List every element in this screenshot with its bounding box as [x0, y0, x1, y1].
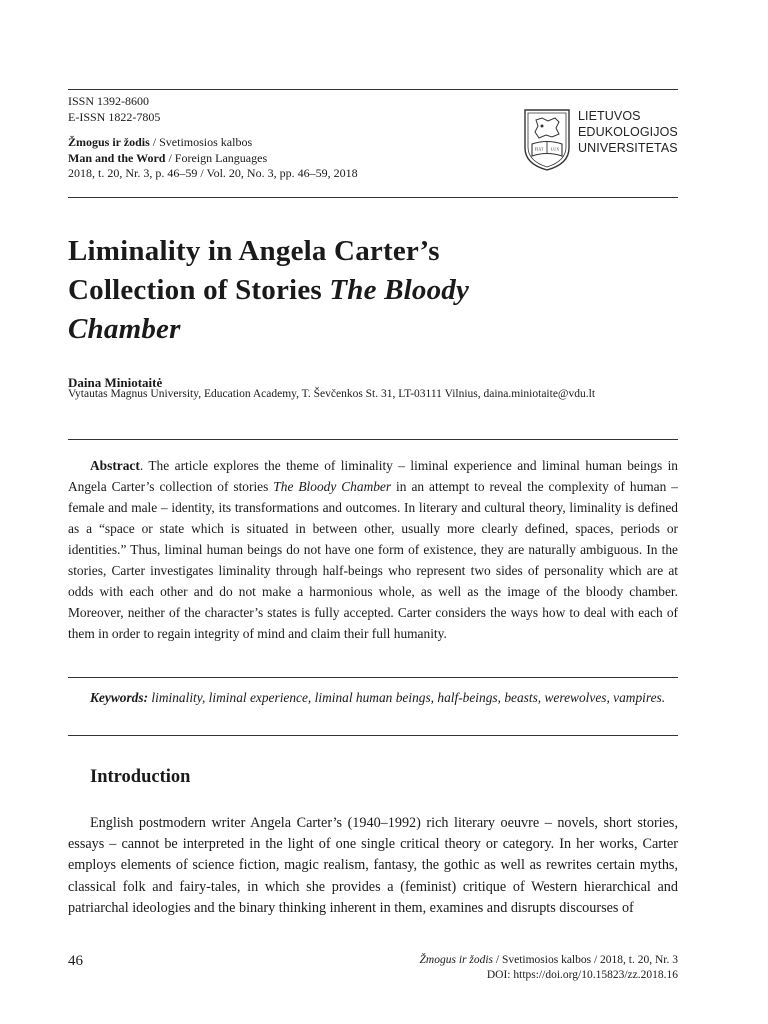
footer-doi: DOI: https://doi.org/10.15823/zz.2018.16 — [486, 968, 678, 981]
keywords — [68, 687, 678, 708]
journal-title-en-rest: / Foreign Languages — [165, 150, 268, 165]
footer-citation — [420, 953, 678, 982]
logo-line-1: LIETUVOS — [578, 109, 641, 123]
footer-journal-italic: Žmogus ir žodis — [419, 954, 494, 966]
keywords-bottom-rule — [68, 735, 678, 736]
abstract — [68, 455, 678, 644]
journal-title-lt — [68, 135, 358, 151]
university-logo — [522, 108, 682, 172]
header-top-rule — [68, 89, 678, 90]
page-number: 46 — [68, 953, 83, 969]
abstract-text-1: . The article explores the theme of liminality – liminal experience and liminal human beings in Angela Carter’s collection of stories — [68, 458, 678, 494]
title-line-2-plain: Collection of Stories — [68, 274, 330, 306]
title-line-3-italic: Chamber — [68, 313, 181, 345]
journal-title-en-bold: Man and the Word — [68, 150, 166, 165]
eissn: E-ISSN 1822-7805 — [68, 109, 161, 124]
journal-metadata — [68, 94, 358, 182]
journal-title-lt-rest: / Svetimosios kalbos — [149, 135, 253, 149]
header-bottom-rule — [68, 197, 678, 198]
abstract-label: Abstract — [90, 458, 140, 473]
title-line-3 — [68, 310, 678, 349]
title-line-2 — [68, 271, 678, 310]
university-crest-icon — [522, 108, 572, 172]
author-affiliation: Vytautas Magnus University, Education Academy, T. Ševčenkos St. 31, LT-03111 Vilnius, daina.miniotaite@vdu.lt — [68, 388, 596, 400]
volume-line: 2018, t. 20, Nr. 3, p. 46–59 / Vol. 20, No. 3, pp. 46–59, 2018 — [68, 166, 358, 180]
logo-book-text-right: LUX — [550, 146, 560, 152]
article-title — [68, 232, 678, 349]
introduction-paragraph: English postmodern writer Angela Carter’s (1940–1992) rich literary oeuvre – novels, short stories, essays – cannot be interpreted in the light of one single critical theory or category. In her works, Carter employs elements of science fiction, magic realism, fantasy, the gothic as well as rewrites certain myths, classical folk and fairy-tales, in which she provides a (feminist) critique of Western hierarchical and patriarchal ideologies and the binary thinking inherent in them, examines and disrupts discourses of — [68, 815, 678, 916]
journal-title-en — [68, 151, 358, 167]
issn: ISSN 1392-8600 — [68, 94, 150, 108]
abstract-top-rule — [68, 439, 678, 440]
logo-line-2: EDUKOLOGIJOS — [578, 125, 678, 139]
logo-book-text-left: FIAT — [534, 146, 544, 152]
title-line-1: Liminality in Angela Carter’s — [68, 235, 440, 267]
keywords-text: liminality, liminal experience, liminal human beings, half-beings, beasts, werewolves, vampires. — [148, 690, 666, 705]
title-line-2-italic: The Bloody — [329, 274, 470, 306]
author-name: Daina Miniotaitė — [68, 375, 163, 390]
abstract-italic-title: The Bloody Chamber — [273, 479, 392, 494]
logo-text — [578, 108, 678, 156]
keywords-top-rule — [68, 677, 678, 678]
logo-line-3: UNIVERSITETAS — [578, 141, 678, 155]
section-heading-introduction: Introduction — [90, 767, 191, 787]
footer-journal — [420, 953, 678, 968]
keywords-label: Keywords: — [90, 690, 149, 705]
footer-journal-rest: / Svetimosios kalbos / 2018, t. 20, Nr. 3 — [493, 954, 678, 966]
journal-title-lt-bold: Žmogus ir žodis — [68, 135, 150, 149]
abstract-text-2: in an attempt to reveal the complexity of human – female and male – identity, its transformations and outcomes. In literary and cultural theory, liminality is defined as a “space or state which is situated in between other, usually more clearly defined, spaces, periods or identities.” Thus, liminal human beings do not have one form of existence, they are naturally ambiguous. In the stories, Carter investigates liminality through half-beings who represent two sides of personality which are at odds with each other and do not make a harmonious whole, as well as the image of the bloody chamber. Moreover, neither of the character’s states is fully accepted. Carter considers the ways how to deal with each of them in order to regain integrity of mind and claim their full humanity. — [68, 479, 678, 641]
